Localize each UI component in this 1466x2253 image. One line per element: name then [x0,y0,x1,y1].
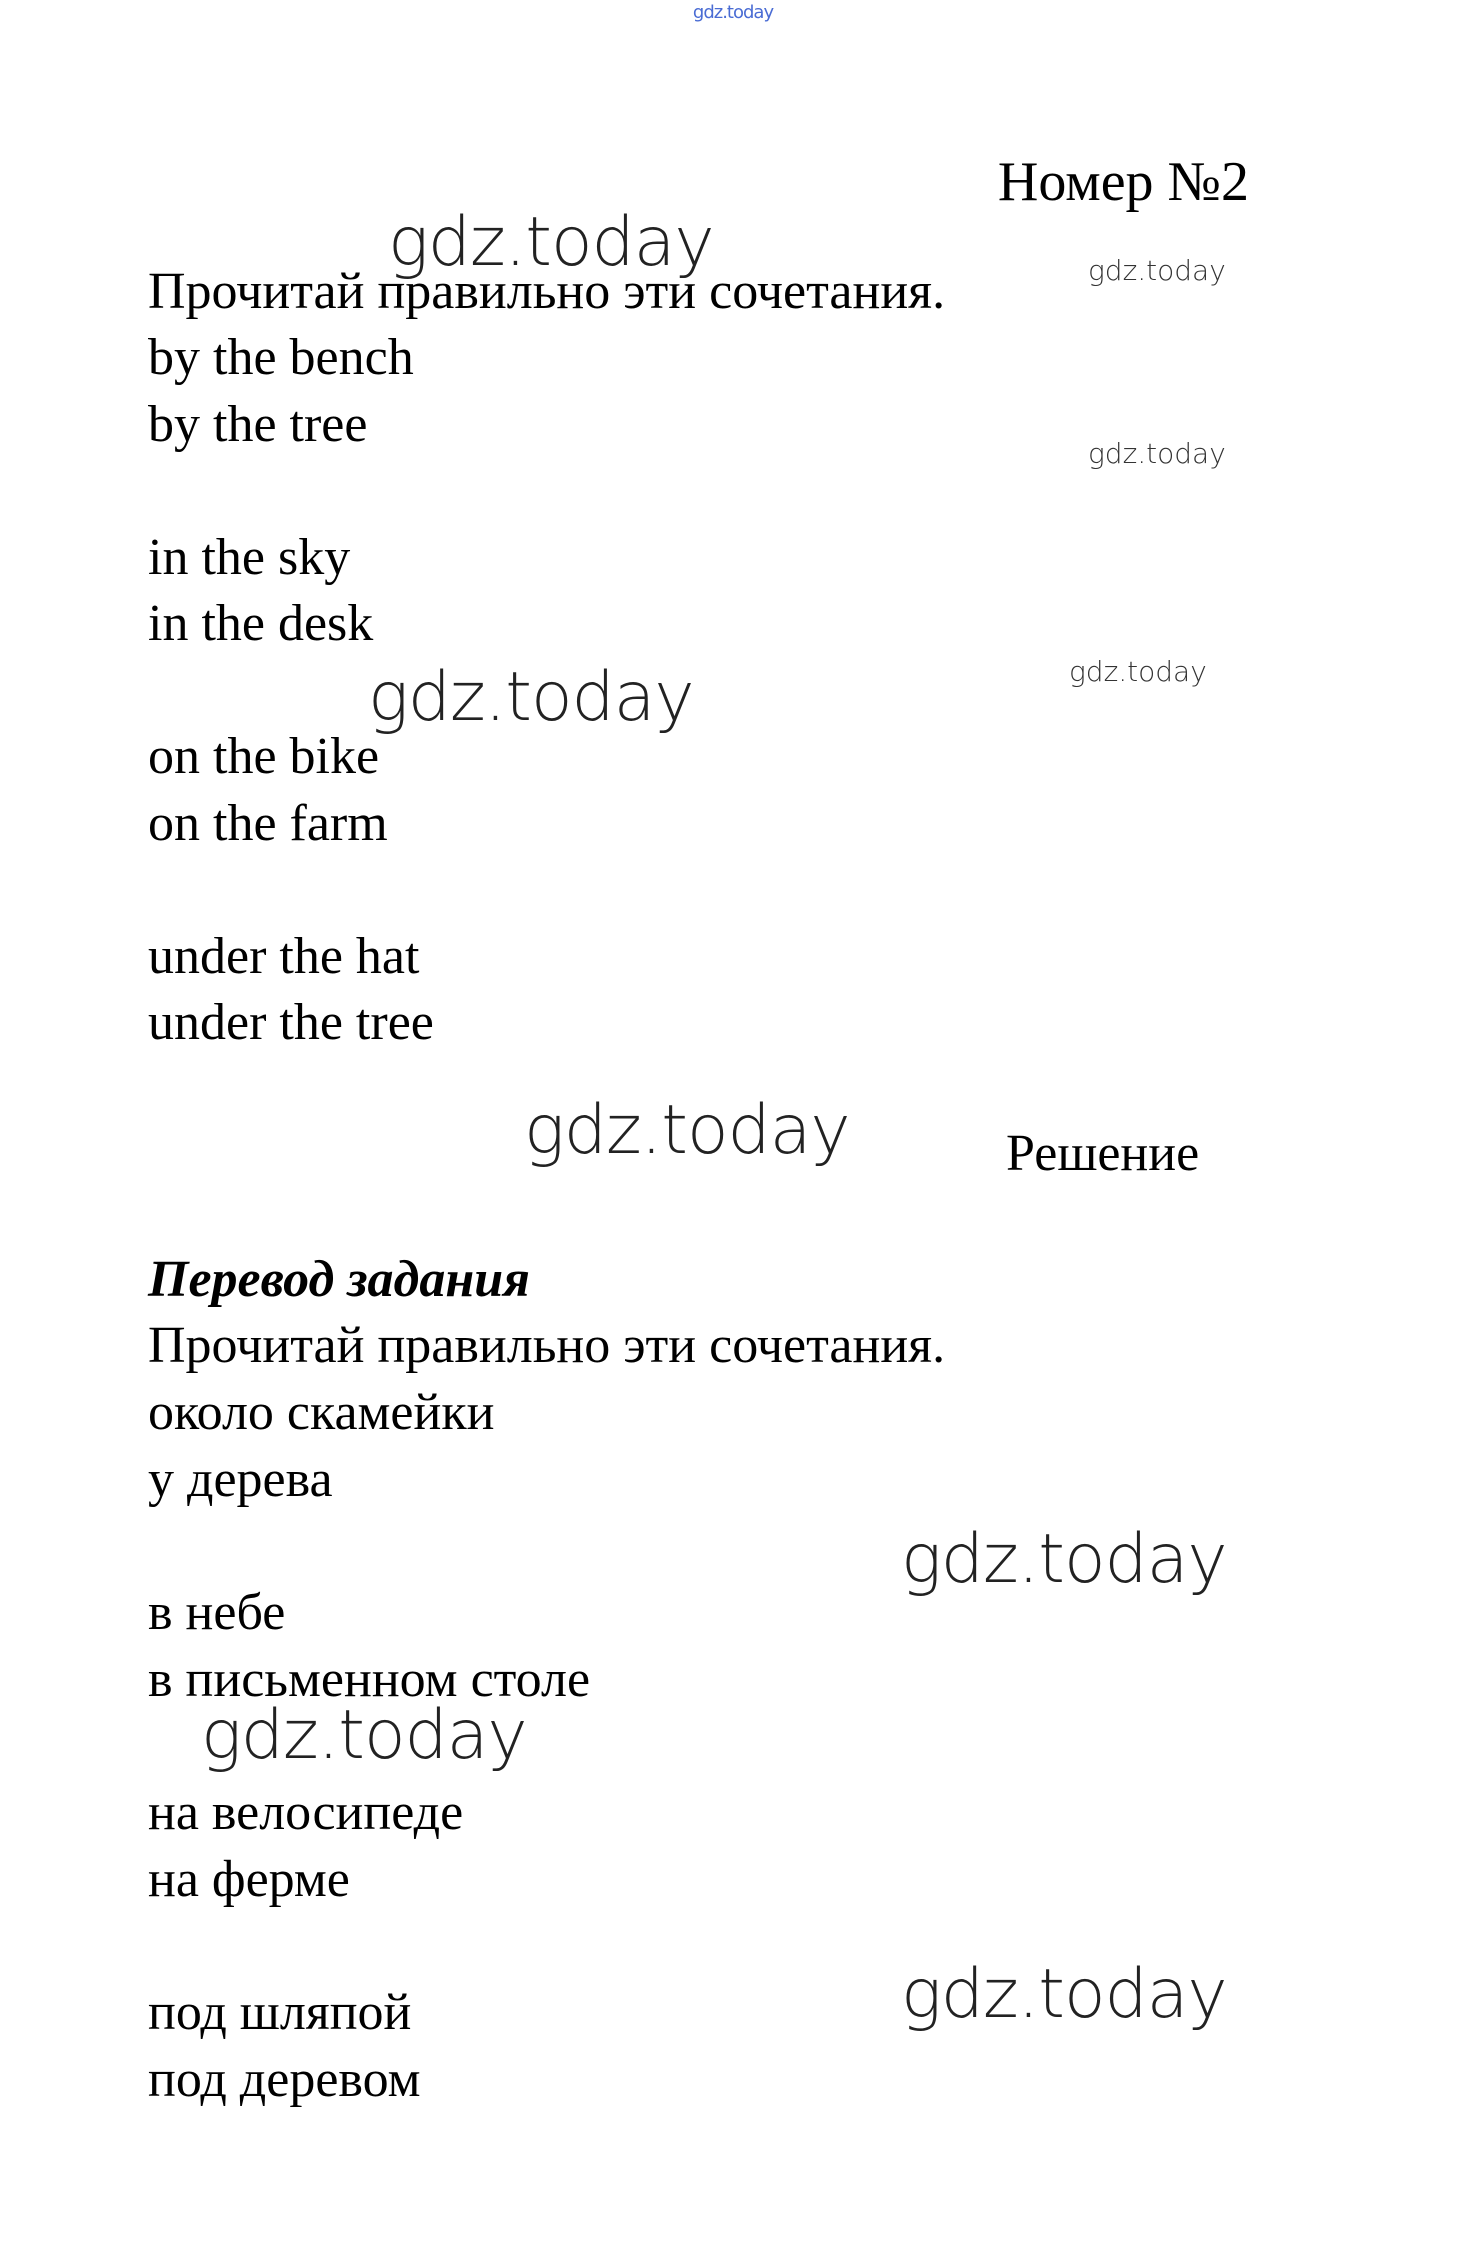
phrase-line: under the tree [148,994,434,1051]
watermark: gdz.today [901,1955,1227,2034]
watermark: gdz.today [1069,655,1207,688]
translation-line: под шляпой [148,1984,412,2041]
watermark: gdz.today [368,658,694,737]
page-title: Номер №2 [997,151,1249,213]
translation-line: на велосипеде [148,1784,464,1841]
translation-instruction: Прочитай правильно эти сочетания. [148,1317,946,1374]
phrase-line: on the farm [148,795,388,852]
solution-label: Решение [1006,1125,1200,1182]
phrase-line: under the hat [148,928,420,985]
watermark: gdz.today [901,1520,1227,1599]
translation-line: у дерева [148,1451,333,1508]
translation-heading: Перевод задания [148,1251,530,1308]
translation-line: на ферме [148,1851,350,1908]
translation-line: в небе [148,1584,286,1641]
translation-line: в письменном столе [148,1651,591,1708]
watermark: gdz.today [1088,254,1226,287]
phrase-line: on the bike [148,728,380,785]
watermark: gdz.today [524,1091,850,1170]
phrase-line: by the tree [148,396,368,453]
phrase-line: by the bench [148,329,414,386]
phrase-line: in the sky [148,529,351,586]
watermark: gdz.today [1088,437,1226,470]
watermark: gdz.today [388,203,714,282]
phrase-line: in the desk [148,595,374,652]
translation-line: около скамейки [148,1384,495,1441]
task-instruction: Прочитай правильно эти сочетания. [148,263,946,320]
top-watermark: gdz.today [692,2,774,23]
watermark: gdz.today [201,1696,527,1775]
translation-line: под деревом [148,2051,421,2108]
